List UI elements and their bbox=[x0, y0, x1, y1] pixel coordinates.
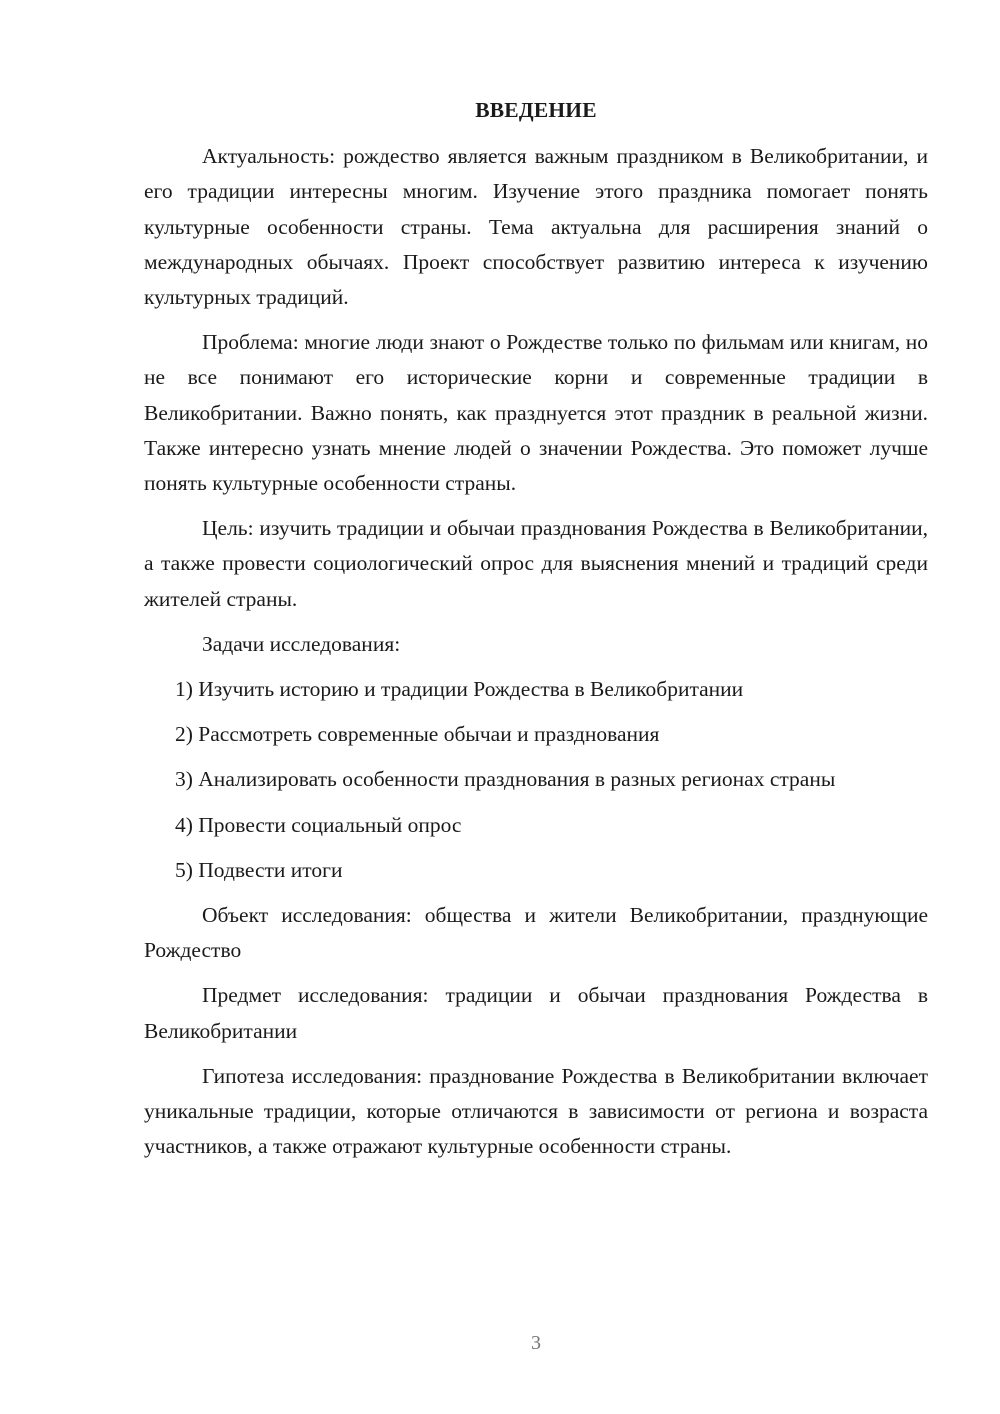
task-item: 4) Провести социальный опрос bbox=[175, 812, 462, 837]
page-title: ВВЕДЕНИЕ bbox=[475, 98, 597, 122]
goal-paragraph: Цель: изучить традиции и обычаи празднования Рождества в Великобритании, а также провести социологический опрос для выяснения мнений и традиций среди жителей страны. bbox=[144, 516, 928, 611]
task-item: 1) Изучить историю и традиции Рождества в Великобритании bbox=[175, 677, 744, 702]
task-item: 5) Подвести итоги bbox=[175, 857, 343, 882]
task-item: 2) Рассмотреть современные обычаи и празднования bbox=[175, 722, 660, 747]
problem-paragraph: Проблема: многие люди знают о Рождестве только по фильмам или книгам, но не все понимают его исторические корни и современные традиции в Великобритании. Важно понять, как празднуется этот праздник в реальной жизни. Также интересно узнать мнение людей о значении Рождества. Это поможет лучше понять культурные особенности страны. bbox=[144, 330, 928, 496]
hypothesis-paragraph: Гипотеза исследования: празднование Рождества в Великобритании включает уникальные традиции, которые отличаются в зависимости от региона и возраста участников, а также отражают культурные особенности страны. bbox=[144, 1063, 928, 1159]
relevance-paragraph: Актуальность: рождество является важным праздником в Великобритании, и его традиции интересны многим. Изучение этого праздника помогает понять культурные особенности страны. Тема актуальна для расширения знаний о международных обычаях. Проект способствует развитию интереса к изучению культурных традиций. bbox=[144, 144, 928, 310]
object-paragraph: Объект исследования: общества и жители Великобритании, празднующие Рождество bbox=[144, 903, 928, 963]
page-content bbox=[144, 93, 928, 1174]
page-number: 3 bbox=[531, 1332, 541, 1354]
subject-paragraph: Предмет исследования: традиции и обычаи празднования Рождества в Великобритании bbox=[144, 983, 928, 1043]
tasks-heading: Задачи исследования: bbox=[202, 631, 401, 656]
task-item: 3) Анализировать особенности празднования в разных регионах страны bbox=[175, 767, 836, 792]
